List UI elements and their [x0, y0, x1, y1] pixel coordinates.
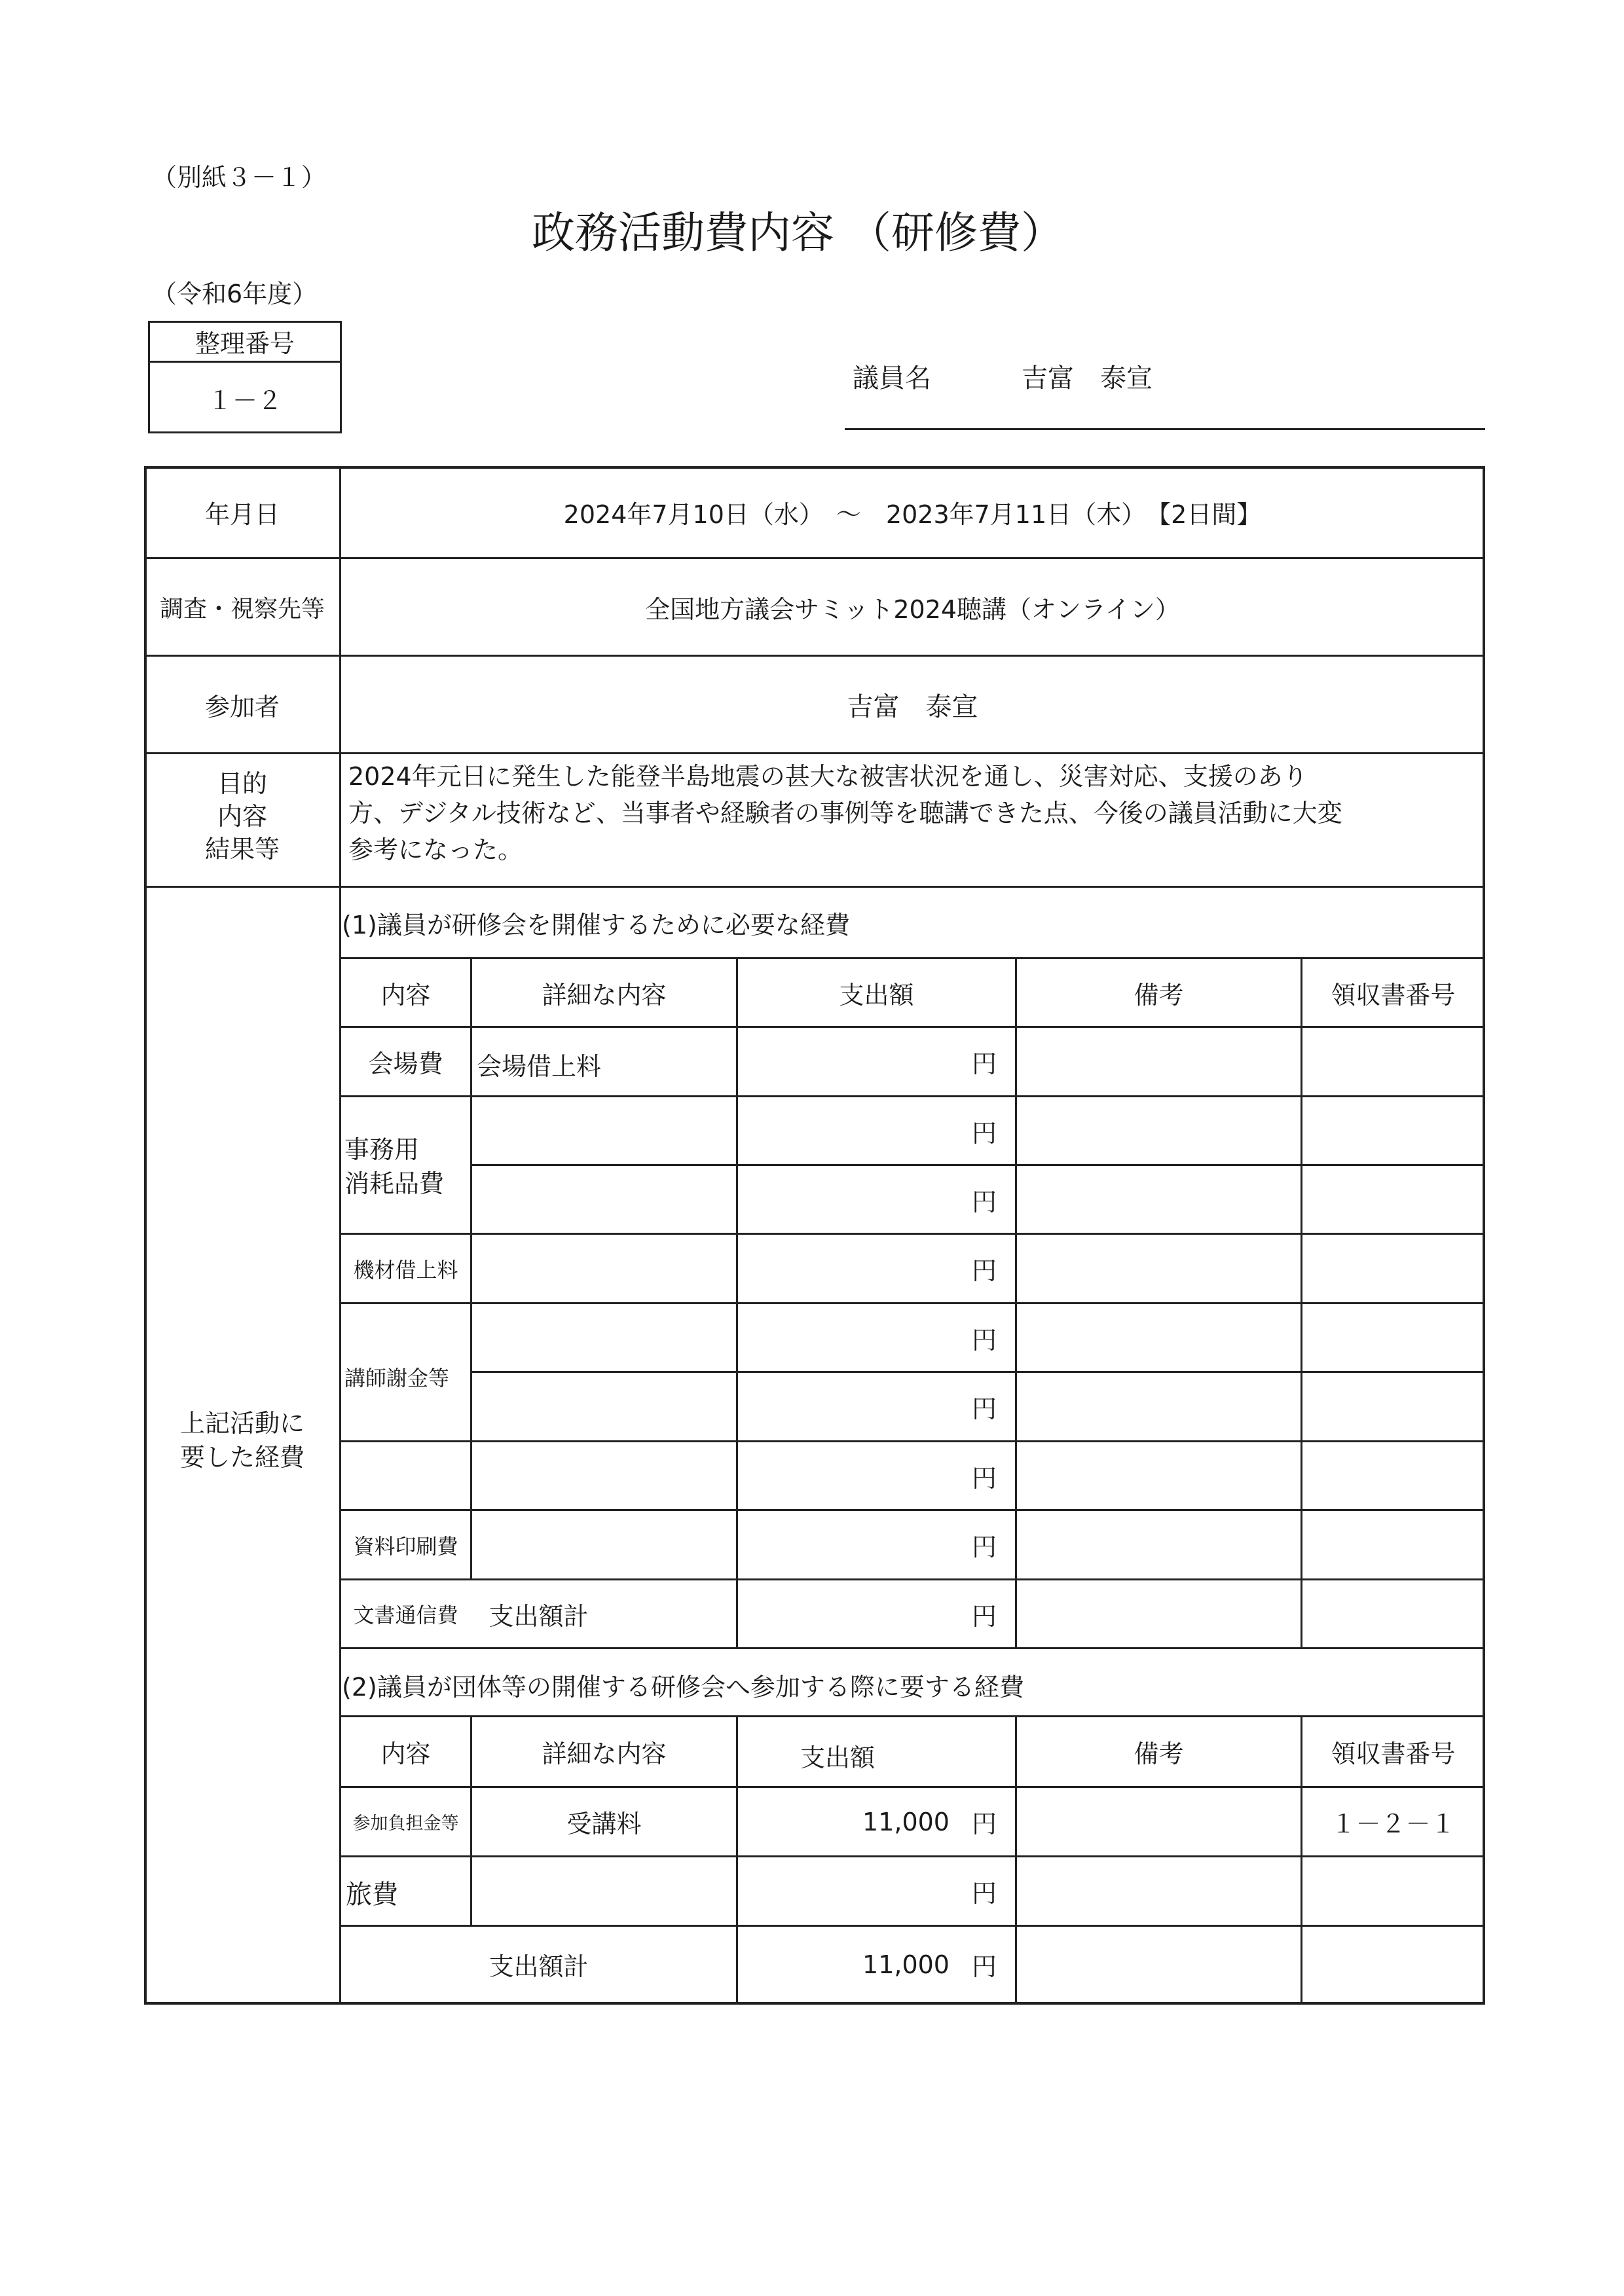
member-name-underline	[845, 428, 1485, 430]
s2-category-participation-fee: 参加負担金等	[352, 1813, 459, 1834]
s1-amount-row-7: 円	[971, 1463, 997, 1493]
member-name-value: 吉富 泰宣	[1022, 363, 1153, 393]
section1-title: (1)議員が研修会を開催するために必要な経費	[342, 911, 850, 939]
s1-category-equipment: 機材借上料	[353, 1257, 458, 1283]
s1-col-category: 内容	[380, 980, 431, 1010]
s2-amount-row-2: 円	[971, 1879, 997, 1908]
s1-amount-row-6: 円	[971, 1394, 997, 1423]
member-name-label: 議員名	[853, 363, 931, 393]
date-label: 年月日	[204, 500, 280, 529]
s1-category-venue: 会場費	[368, 1049, 443, 1078]
attachment-label: （別紙３－１）	[152, 163, 327, 192]
s2-category-travel: 旅費	[346, 1880, 398, 1910]
participants-value: 吉富 泰宣	[847, 691, 978, 722]
s1-category-printing: 資料印刷費	[353, 1533, 458, 1559]
s1-amount-row-2: 円	[971, 1118, 997, 1148]
s2-total-amount: 11,000 円	[862, 1950, 997, 1981]
s2-total-label: 支出額計	[489, 1952, 589, 1981]
section2-title: (2)議員が団体等の開催する研修会へ参加する際に要する経費	[342, 1673, 1024, 1702]
s1-category-office-supplies: 事務用 消耗品費	[344, 1135, 445, 1198]
purpose-text: 2024年元日に発生した能登半島地震の甚大な被害状況を通し、災害対応、支援のあり 方、デジタル技術など、当事者や経験者の事例等を聴講できた点、今後の議員活動に大変 参考になった。	[348, 762, 1342, 864]
page-title: 政務活動費内容 （研修費）	[532, 208, 1064, 258]
reference-number-label: 整理番号	[194, 329, 295, 358]
fiscal-year: （令和6年度）	[152, 280, 318, 308]
s1-total-amount: 円	[971, 1601, 997, 1631]
s2-col-receipt: 領収書番号	[1331, 1740, 1456, 1768]
s2-col-amount: 支出額	[800, 1743, 876, 1772]
s1-category-lecturer: 講師謝金等	[344, 1366, 450, 1391]
s1-col-note: 備考	[1134, 980, 1184, 1010]
destination-value: 全国地方議会サミット2024聴講（オンライン）	[645, 594, 1180, 624]
s1-amount-row-8: 円	[971, 1533, 997, 1561]
date-value: 2024年7月10日（水） ～ 2023年7月11日（木） 【2日間】	[563, 500, 1262, 529]
s1-col-receipt: 領収書番号	[1331, 980, 1456, 1010]
purpose-label: 目的 内容 結果等	[204, 769, 280, 864]
s1-category-communication: 文書通信費	[353, 1603, 458, 1628]
s1-amount-row-1: 円	[971, 1049, 997, 1078]
s1-amount-row-5: 円	[971, 1325, 997, 1355]
participants-label: 参加者	[204, 692, 280, 721]
s2-detail-tuition: 受講料	[566, 1810, 642, 1838]
s1-col-amount: 支出額	[839, 980, 914, 1010]
reference-number-value: １－２	[207, 386, 282, 415]
s2-col-detail: 詳細な内容	[542, 1740, 667, 1768]
s1-amount-row-3: 円	[971, 1187, 997, 1216]
s2-col-note: 備考	[1134, 1740, 1184, 1768]
s1-col-detail: 詳細な内容	[542, 980, 667, 1010]
expenses-side-label: 上記活動に 要した経費	[179, 1409, 304, 1472]
s1-amount-row-4: 円	[971, 1256, 997, 1285]
s2-receipt-row-1: １－２－１	[1331, 1810, 1456, 1838]
s2-col-category: 内容	[380, 1740, 431, 1768]
destination-label: 調査・視察先等	[159, 595, 325, 623]
s1-total-label: 支出額計	[489, 1601, 589, 1631]
s2-amount-row-1: 11,000 円	[862, 1807, 997, 1838]
s1-detail-venue: 会場借上料	[477, 1052, 602, 1081]
